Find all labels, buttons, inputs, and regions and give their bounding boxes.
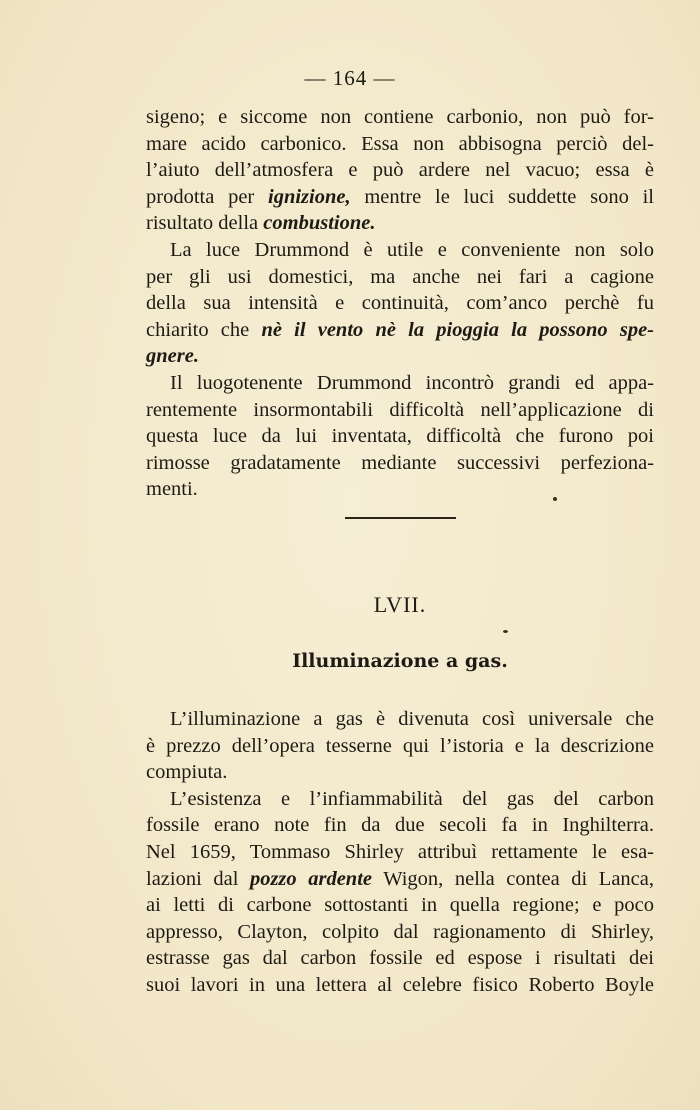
text-run: Il luogotenente Drummond incontrò grandi ed appa- (170, 371, 654, 394)
emphasized-text: combustione. (263, 212, 376, 235)
chapter-number: LVII. (373, 592, 427, 617)
text-line (146, 237, 654, 264)
text-line (146, 706, 654, 733)
text-line (146, 104, 654, 131)
paragraph (146, 786, 654, 999)
text-run: della sua intensità e continuità, com’anco perchè fu (146, 292, 654, 315)
text-run: risultato della (146, 212, 264, 235)
text-section-2 (146, 706, 654, 999)
emphasized-text: gnere. (146, 345, 199, 368)
text-line (146, 157, 654, 184)
text-run: questa luce da lui inventata, difficoltà che furono poi (146, 425, 654, 448)
text-line (146, 184, 654, 211)
text-run: Nel 1659, Tommaso Shirley attribuì rettamente le esa- (146, 840, 654, 863)
text-run: lazioni dal (146, 867, 250, 890)
text-line (146, 264, 654, 291)
paragraph (146, 237, 654, 370)
text-line (146, 733, 654, 760)
text-line (146, 317, 654, 344)
text-line (146, 423, 654, 450)
emphasized-text: nè il vento nè la pioggia la possono spe- (261, 318, 654, 341)
text-line (146, 919, 654, 946)
text-run: per gli usi domestici, ma anche nei fari a cagione (146, 265, 654, 288)
text-line (146, 892, 654, 919)
emphasized-text: pozzo ardente (249, 867, 372, 890)
emphasized-text: ignizione, (268, 185, 351, 208)
text-line (146, 786, 654, 813)
text-line (146, 476, 654, 503)
text-line (146, 397, 654, 424)
text-run: estrasse gas dal carbon fossile ed espose i risultati dei (146, 947, 654, 970)
text-run: L’illuminazione a gas è divenuta così universale che (170, 708, 654, 730)
text-line (146, 839, 654, 866)
text-run: sigeno; e siccome non contiene carbonio, non può for- (146, 106, 654, 128)
text-run: rentemente insormontabili difficoltà nell’applicazione di (146, 398, 654, 421)
text-line (146, 370, 654, 397)
text-run: menti. (146, 478, 198, 501)
text-line (146, 343, 654, 370)
paragraph (146, 104, 654, 237)
paragraph (146, 706, 654, 786)
text-run: ai letti di carbone sottostanti in quella regione; e poco (146, 894, 654, 917)
text-run: rimosse gradatamente mediante successivi perfeziona- (146, 451, 654, 474)
ink-speck (553, 497, 557, 501)
text-line (146, 866, 654, 893)
chapter-title: Illuminazione a gas. (292, 650, 508, 672)
text-run: fossile erano note fin da due secoli fa in Inghilterra. (146, 814, 654, 837)
paragraph (146, 370, 654, 503)
text-run: La luce Drummond è utile e conveniente non solo (170, 238, 654, 261)
section-divider-rule (345, 517, 456, 519)
text-line (146, 972, 654, 999)
text-line (146, 210, 654, 237)
text-run: L’esistenza e l’infiammabilità del gas del carbon (170, 787, 654, 810)
text-run: appresso, Clayton, colpito dal ragionamento di Shirley, (146, 920, 654, 943)
page-number: — 164 — (304, 66, 396, 90)
text-section-1 (146, 104, 654, 503)
text-run: è prezzo dell’opera tesserne qui l’istoria e la descrizione (146, 734, 654, 757)
text-line (146, 759, 654, 786)
text-run: mare acido carbonico. Essa non abbisogna perciò del- (146, 132, 654, 155)
text-run: mentre le luci suddette sono il (350, 185, 654, 208)
text-line (146, 131, 654, 158)
text-run: suoi lavori in una lettera al celebre fisico Roberto Boyle (146, 973, 654, 996)
text-run: l’aiuto dell’atmosfera e può ardere nel vacuo; essa è (146, 159, 654, 182)
text-run: chiarito che (146, 318, 262, 341)
text-line (146, 812, 654, 839)
ink-speck (503, 630, 508, 633)
text-line (146, 290, 654, 317)
text-line (146, 945, 654, 972)
text-line (146, 450, 654, 477)
text-run: Wigon, nella contea di Lanca, (372, 867, 654, 890)
text-run: compiuta. (146, 761, 228, 784)
text-run: prodotta per (146, 185, 268, 208)
